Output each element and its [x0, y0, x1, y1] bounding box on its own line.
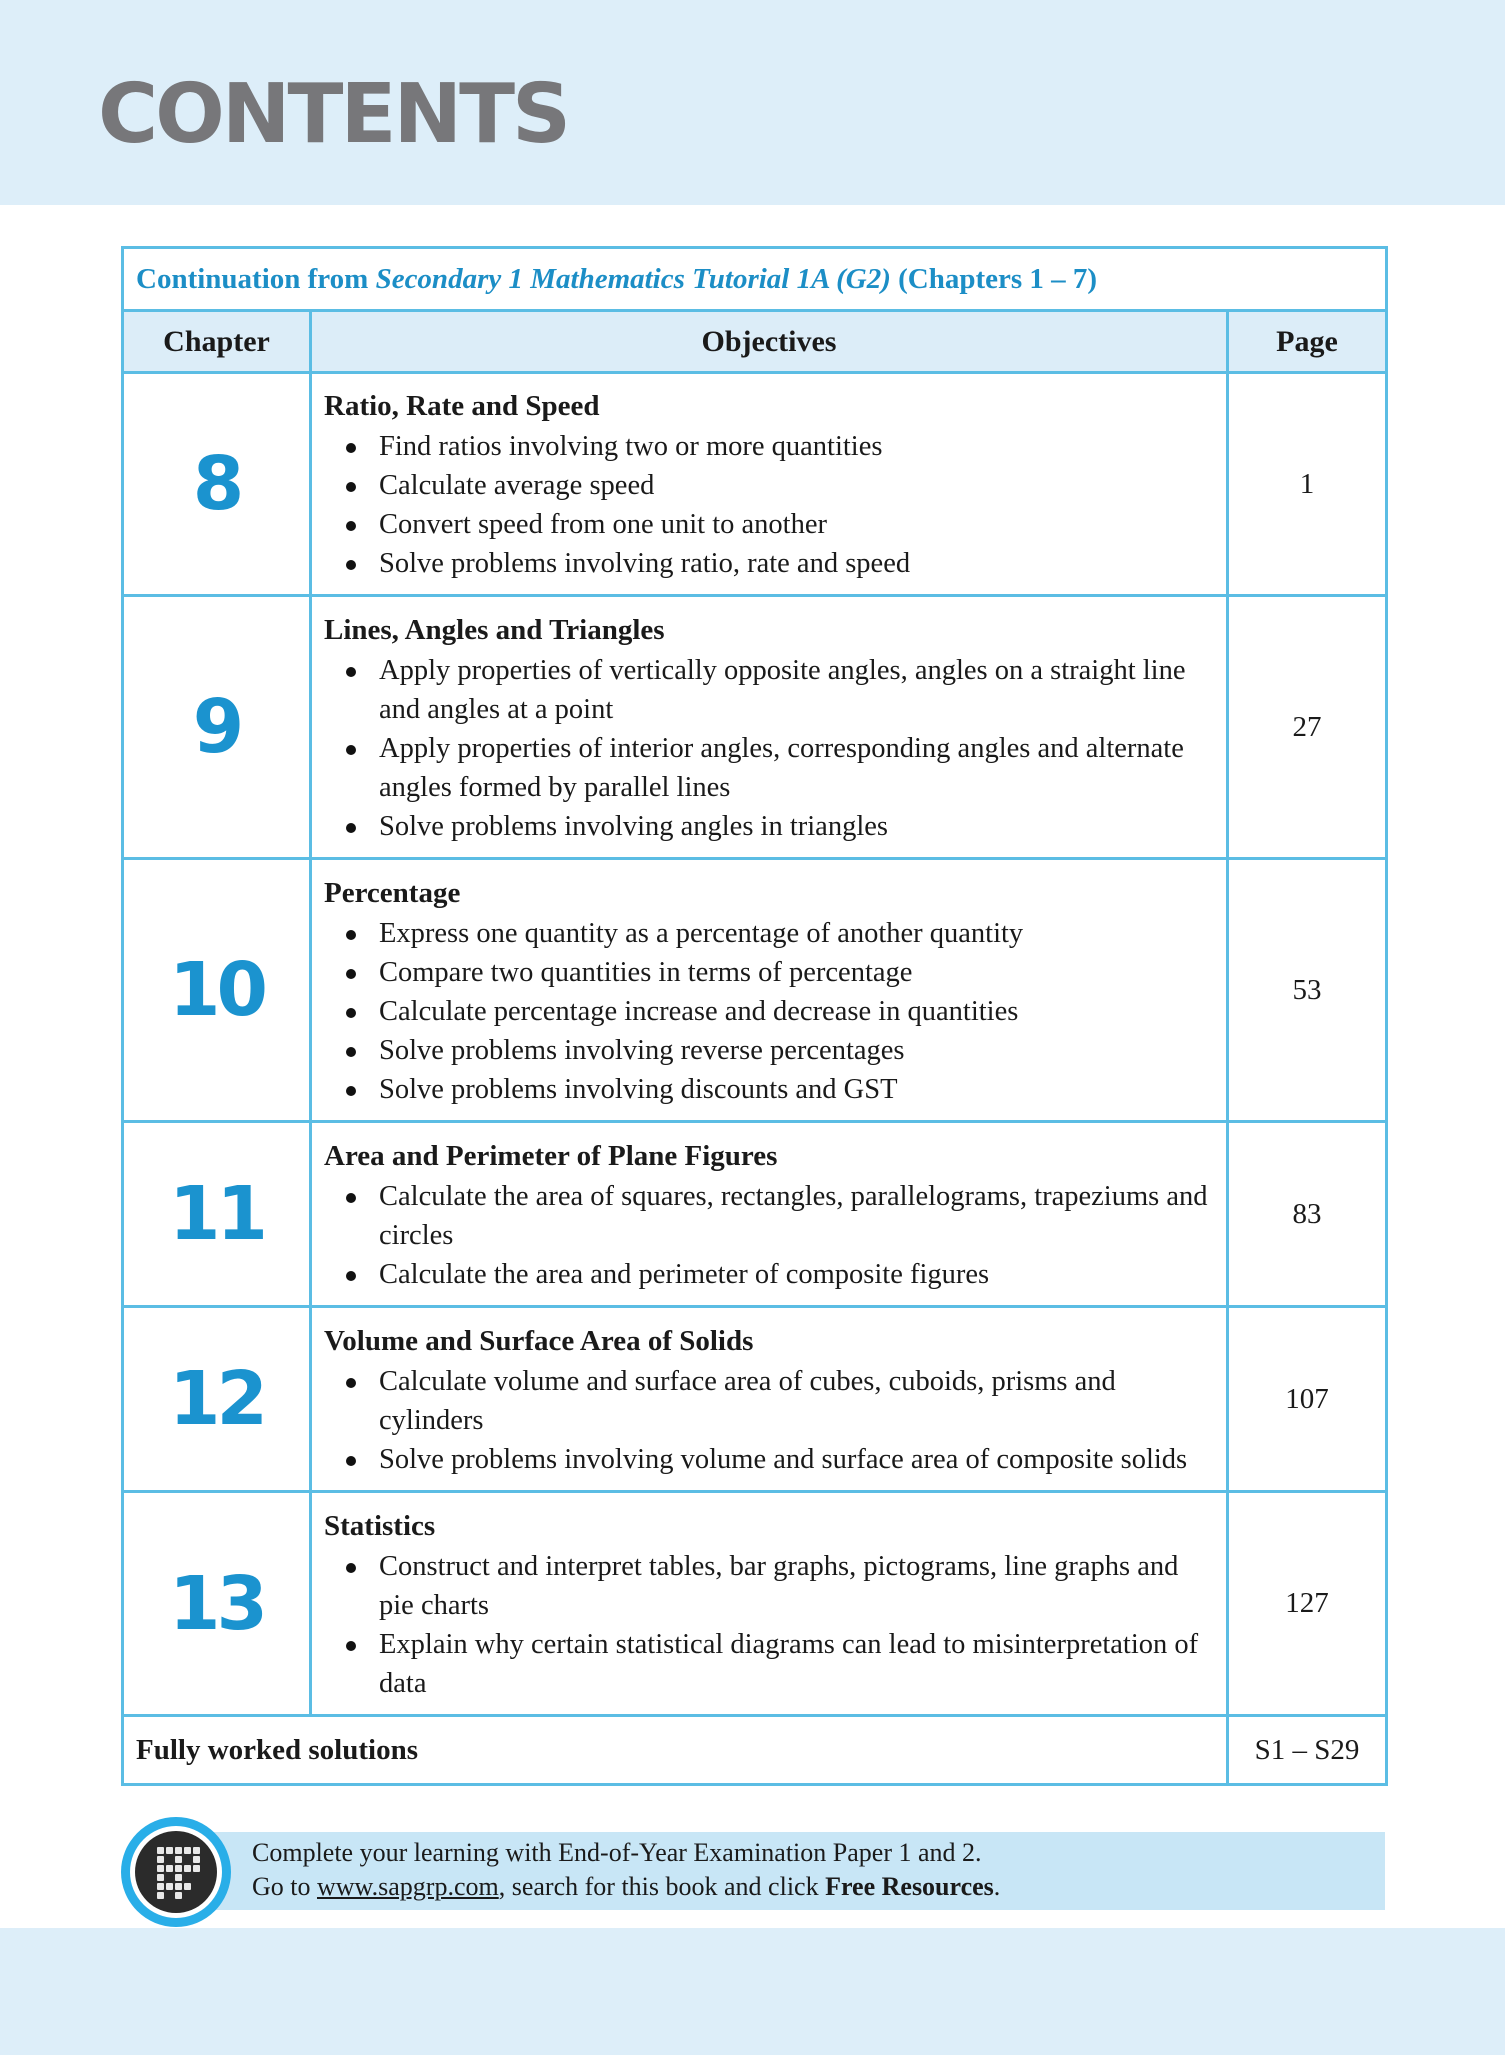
page-number[interactable]: 1 [1228, 373, 1387, 596]
objective-item: Express one quantity as a percentage of another quantity [342, 914, 1212, 953]
header-wavy-edge [0, 196, 1505, 210]
objective-item: Apply properties of interior angles, corresponding angles and alternate angles formed by parallel lines [342, 729, 1212, 807]
page-title: CONTENTS [98, 67, 569, 162]
objectives-cell [311, 859, 1228, 1122]
note-prefix: Go to [252, 1872, 317, 1901]
objectives-cell [311, 1122, 1228, 1307]
objective-list [324, 1177, 1212, 1294]
free-resources-label[interactable]: Free Resources [825, 1872, 994, 1901]
objective-item: Compare two quantities in terms of percentage [342, 953, 1212, 992]
chapter-title: Statistics [324, 1509, 436, 1542]
objectives-header: Objectives [311, 311, 1228, 373]
chapter-row[interactable] [123, 596, 1387, 859]
objective-list [324, 427, 1212, 583]
objective-item: Calculate average speed [342, 466, 1212, 505]
page-number[interactable]: 83 [1228, 1122, 1387, 1307]
website-link[interactable]: www.sapgrp.com [317, 1872, 499, 1901]
objective-list [324, 651, 1212, 846]
continuation-book-title: Secondary 1 Mathematics Tutorial 1A (G2) [375, 262, 891, 295]
objective-item: Apply properties of vertically opposite angles, angles on a straight line and angles at a point [342, 651, 1212, 729]
chapter-title: Percentage [324, 876, 461, 909]
chapter-number: 11 [123, 1122, 311, 1307]
page-number[interactable]: 127 [1228, 1492, 1387, 1716]
chapter-number: 8 [123, 373, 311, 596]
note-line-1: Complete your learning with End-of-Year Examination Paper 1 and 2. [252, 1838, 982, 1867]
note-line-2 [252, 1872, 1000, 1902]
objective-item: Calculate the area of squares, rectangles, parallelograms, trapeziums and circles [342, 1177, 1212, 1255]
chapter-header: Chapter [123, 311, 311, 373]
continuation-note [123, 248, 1387, 311]
contents-table [121, 246, 1388, 1786]
chapter-row[interactable] [123, 859, 1387, 1122]
objective-item: Solve problems involving discounts and GST [342, 1070, 1212, 1109]
objective-item: Solve problems involving angles in triangles [342, 807, 1212, 846]
objective-item: Calculate percentage increase and decrease in quantities [342, 992, 1212, 1031]
continuation-suffix: (Chapters 1 – 7) [890, 262, 1098, 295]
objective-list [324, 914, 1212, 1109]
page-number[interactable]: 107 [1228, 1307, 1387, 1492]
objective-item: Solve problems involving ratio, rate and speed [342, 544, 1212, 583]
chapter-number: 9 [123, 596, 311, 859]
objectives-cell [311, 1307, 1228, 1492]
free-resources-badge-icon [119, 1815, 233, 1929]
chapter-title: Volume and Surface Area of Solids [324, 1324, 754, 1357]
objectives-cell [311, 1492, 1228, 1716]
chapter-title: Lines, Angles and Triangles [324, 613, 665, 646]
chapter-row[interactable] [123, 373, 1387, 596]
chapter-number: 13 [123, 1492, 311, 1716]
footer-band [0, 1928, 1505, 2055]
objective-item: Convert speed from one unit to another [342, 505, 1212, 544]
chapter-title: Area and Perimeter of Plane Figures [324, 1139, 778, 1172]
objective-list [324, 1362, 1212, 1479]
objective-item: Calculate the area and perimeter of composite figures [342, 1255, 1212, 1294]
objectives-cell [311, 373, 1228, 596]
objective-item: Solve problems involving volume and surface area of composite solids [342, 1440, 1212, 1479]
solutions-row[interactable] [123, 1716, 1387, 1785]
chapter-row[interactable] [123, 1122, 1387, 1307]
objective-item: Construct and interpret tables, bar graphs, pictograms, line graphs and pie charts [342, 1547, 1212, 1625]
page-header: Page [1228, 311, 1387, 373]
page-number[interactable]: 53 [1228, 859, 1387, 1122]
objective-item: Calculate volume and surface area of cubes, cuboids, prisms and cylinders [342, 1362, 1212, 1440]
chapter-title: Ratio, Rate and Speed [324, 390, 600, 422]
chapter-number: 10 [123, 859, 311, 1122]
objective-list [324, 1547, 1212, 1703]
solutions-pages[interactable]: S1 – S29 [1228, 1716, 1387, 1785]
solutions-label: Fully worked solutions [123, 1716, 1228, 1785]
continuation-row [123, 248, 1387, 311]
objective-item: Find ratios involving two or more quantities [342, 427, 1212, 466]
objective-item: Explain why certain statistical diagrams can lead to misinterpretation of data [342, 1625, 1212, 1703]
note-mid: , search for this book and click [498, 1872, 826, 1901]
chapter-row[interactable] [123, 1307, 1387, 1492]
objectives-cell [311, 596, 1228, 859]
note-end: . [993, 1872, 1001, 1901]
continuation-prefix: Continuation from [136, 262, 376, 295]
objective-item: Solve problems involving reverse percentages [342, 1031, 1212, 1070]
page-number[interactable]: 27 [1228, 596, 1387, 859]
chapter-row[interactable] [123, 1492, 1387, 1716]
header-row [123, 311, 1387, 373]
chapter-number: 12 [123, 1307, 311, 1492]
